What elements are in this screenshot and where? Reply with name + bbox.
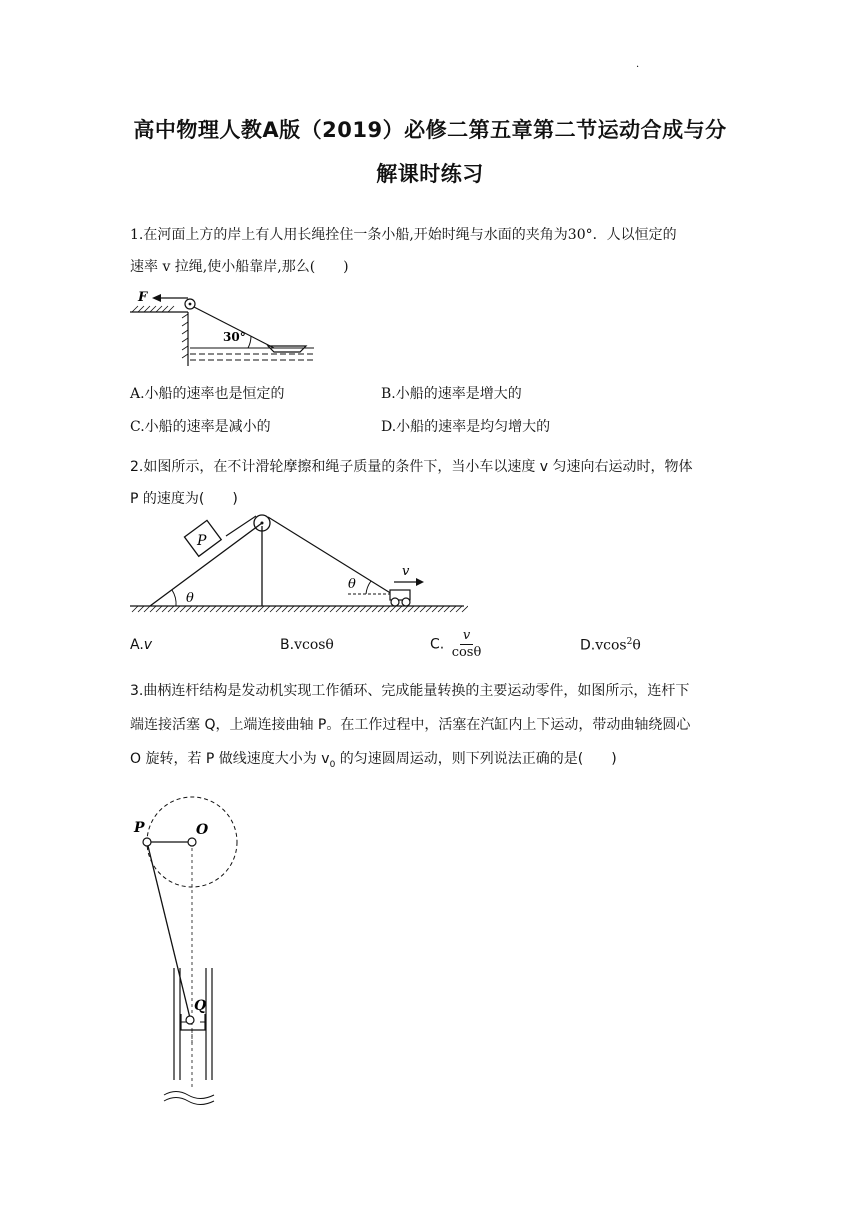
q2-option-c-fraction — [449, 628, 485, 661]
ground-hatch-mark — [312, 606, 318, 612]
ground-hatch-mark — [348, 606, 354, 612]
ground-hatch-mark — [144, 606, 150, 612]
ground-hatch-mark — [180, 606, 186, 612]
ground-hatch-mark — [408, 606, 414, 612]
ground-hatch-mark — [360, 606, 366, 612]
q2-option-b[interactable] — [280, 637, 334, 653]
q2-option-d-prefix: D. — [580, 637, 596, 654]
q2-figure-pulley-cart — [128, 508, 468, 618]
q2-block-label: P — [197, 532, 207, 549]
ground-hatch-mark — [204, 606, 210, 612]
ground-hatch-mark — [174, 606, 180, 612]
ground-hatch-mark — [450, 606, 456, 612]
ground-hatch-mark — [132, 606, 138, 612]
ground-hatch-mark — [156, 606, 162, 612]
ground-hatch-mark — [192, 606, 198, 612]
q3-text-line-2: 端连接活塞 Q，上端连接曲轴 P。在工作过程中，活塞在汽缸内上下运动，带动曲轴绕圆心 — [130, 717, 691, 733]
q2-text-line-2: P 的速度为( ) — [130, 491, 238, 507]
ground-hatch-mark — [402, 606, 408, 612]
ground-hatch-mark — [150, 606, 156, 612]
ground-hatch-mark — [264, 606, 270, 612]
ground-hatch-mark — [396, 606, 402, 612]
q3-label-Q: Q — [194, 998, 207, 1014]
ground-hatch-mark — [306, 606, 312, 612]
q1-option-a[interactable]: A.小船的速率也是恒定的 — [130, 386, 285, 402]
q2-option-c[interactable] — [430, 628, 484, 661]
q2-text-line-1: 2.如图所示，在不计滑轮摩擦和绳子质量的条件下，当小车以速度 v 匀速向右运动时，物体 — [130, 459, 693, 475]
ground-hatch-mark — [456, 606, 462, 612]
ground-hatch-mark — [354, 606, 360, 612]
q1-force-label: F — [138, 290, 148, 305]
ground-hatch-mark — [240, 606, 246, 612]
q2-option-c-denominator: cosθ — [451, 645, 482, 660]
ground-hatch-mark — [246, 606, 252, 612]
q3-figure-crank-piston — [124, 790, 254, 1110]
ground-hatch-mark — [300, 606, 306, 612]
q2-option-c-numerator: v — [460, 628, 473, 645]
ground-hatch-mark — [216, 606, 222, 612]
ground-hatch-mark — [318, 606, 324, 612]
q3-text-line-3-a: O 旋转，若 P 做线速度大小为 v — [130, 751, 330, 767]
corner-mark: · — [636, 62, 640, 73]
ground-hatch-mark — [384, 606, 390, 612]
ground-hatch-mark — [336, 606, 342, 612]
q3-text-line-3-subscript: 0 — [329, 759, 336, 770]
page-title-line-1: 高中物理人教A版（2019）必修二第五章第二节运动合成与分 — [133, 118, 727, 142]
ground-hatch-mark — [414, 606, 420, 612]
q2-option-a-prefix: A. — [130, 637, 144, 653]
q3-text-line-1: 3.曲柄连杆结构是发动机实现工作循环、完成能量转换的主要运动零件，如图所示，连杆下 — [130, 683, 690, 699]
q3-label-P: P — [134, 820, 145, 836]
q2-theta-right: θ — [348, 577, 356, 592]
q1-angle-label: 30° — [223, 330, 246, 344]
q2-option-c-prefix: C. — [430, 636, 445, 653]
ground-hatch-mark — [228, 606, 234, 612]
ground-hatch-mark — [390, 606, 396, 612]
q2-theta-left: θ — [186, 591, 194, 606]
q1-text-line-2: 速率 v 拉绳,使小船靠岸,那么( ) — [130, 259, 349, 275]
q2-option-d-tail: θ — [632, 637, 641, 654]
q1-text-line-1: 1.在河面上方的岸上有人用长绳拴住一条小船,开始时绳与水面的夹角为30°．人以恒定的 — [130, 227, 677, 243]
q3-text-line-3 — [130, 742, 730, 782]
ground-hatch-mark — [324, 606, 330, 612]
q2-option-a[interactable] — [130, 637, 152, 653]
q3-text-line-3-b: 的匀速圆周运动，则下列说法正确的是( ) — [335, 751, 617, 767]
q3-label-O: O — [196, 822, 209, 838]
q1-option-b[interactable]: B.小船的速率是增大的 — [381, 386, 522, 402]
ground-hatch-mark — [462, 606, 468, 612]
q1-option-d[interactable]: D.小船的速率是均匀增大的 — [381, 419, 551, 435]
ground-hatch-mark — [420, 606, 426, 612]
q2-option-b-value: vcosθ — [294, 637, 334, 653]
ground-hatch-mark — [426, 606, 432, 612]
ground-hatch-mark — [168, 606, 174, 612]
q2-option-a-value: v — [143, 637, 153, 653]
ground-hatch-mark — [198, 606, 204, 612]
ground-hatch-mark — [294, 606, 300, 612]
ground-hatch-mark — [378, 606, 384, 612]
ground-hatch-mark — [252, 606, 258, 612]
ground-hatch-mark — [438, 606, 444, 612]
page-title-line-2: 解课时练习 — [376, 162, 484, 186]
q2-option-d-value: vcos — [595, 637, 627, 654]
ground-hatch-mark — [330, 606, 336, 612]
q2-velocity-label: v — [402, 564, 410, 579]
ground-hatch-mark — [366, 606, 372, 612]
ground-hatch-mark — [258, 606, 264, 612]
ground-hatch-mark — [270, 606, 276, 612]
ground-hatch-mark — [162, 606, 168, 612]
ground-hatch-mark — [444, 606, 450, 612]
q2-option-b-prefix: B. — [280, 637, 295, 653]
ground-hatch-mark — [276, 606, 282, 612]
ground-hatch-mark — [186, 606, 192, 612]
ground-hatch-mark — [432, 606, 438, 612]
ground-hatch-mark — [222, 606, 228, 612]
q1-figure-boat-rope — [128, 284, 318, 370]
q1-option-c[interactable]: C.小船的速率是减小的 — [130, 419, 271, 435]
ground-hatch-mark — [234, 606, 240, 612]
ground-hatch-mark — [288, 606, 294, 612]
q2-option-d-exponent: 2 — [626, 637, 633, 647]
ground-hatch-mark — [372, 606, 378, 612]
ground-hatch-mark — [138, 606, 144, 612]
q2-option-d[interactable] — [580, 637, 641, 654]
ground-hatch-mark — [210, 606, 216, 612]
ground-hatch-mark — [282, 606, 288, 612]
ground-hatch-mark — [342, 606, 348, 612]
